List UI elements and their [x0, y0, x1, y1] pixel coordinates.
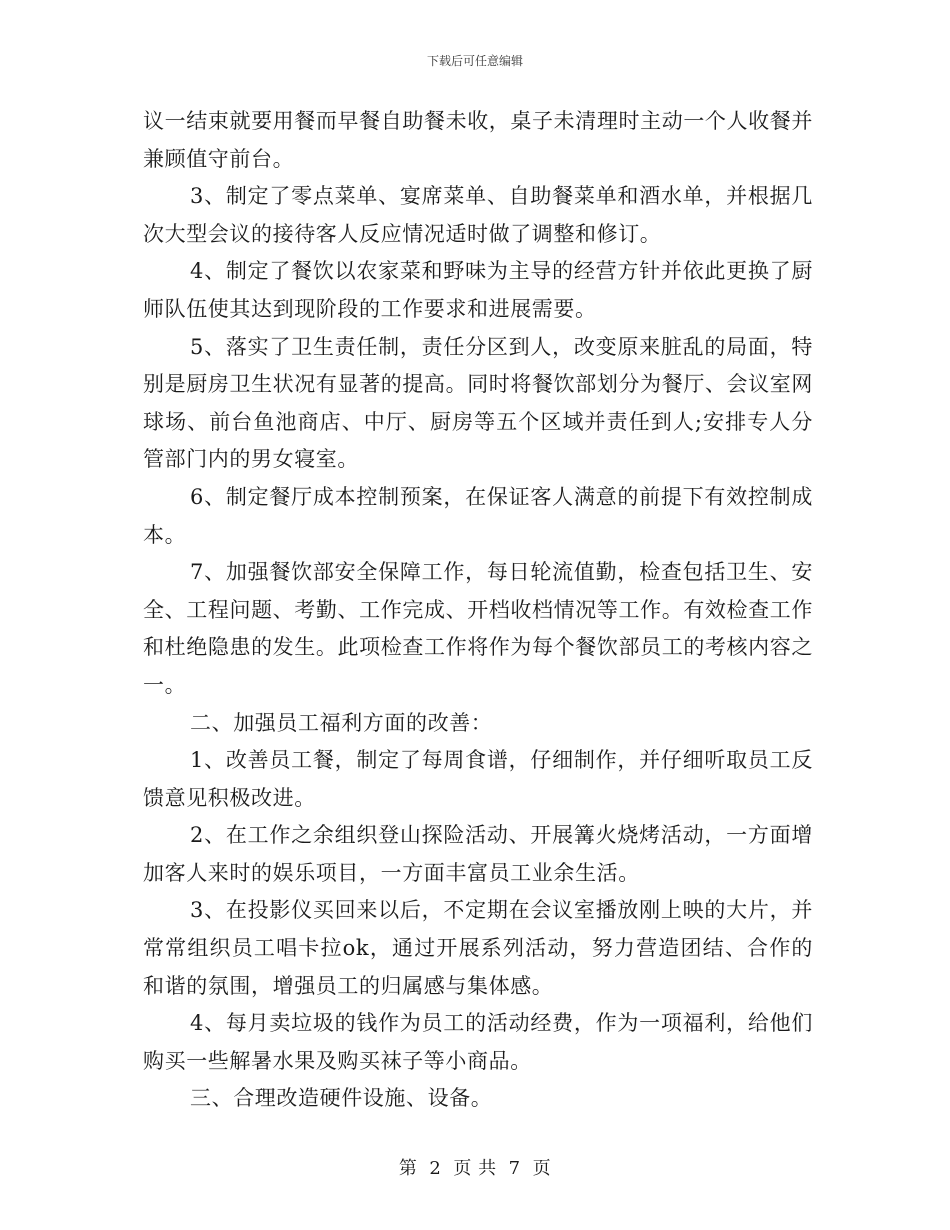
page-footer [0, 1154, 950, 1180]
document-body [143, 103, 813, 1118]
footer-prefix: 第 [398, 1158, 418, 1179]
paragraph: 7、加强餐饮部安全保障工作，每日轮流值勤，检查包括卫生、安全、工程问题、考勤、工作完成、开档收档情况等工作。有效检查工作和杜绝隐患的发生。此项检查工作将作为每个餐饮部员工的考核内容之一。 [143, 560, 813, 697]
paragraph: 4、制定了餐饮以农家菜和野味为主导的经营方针并依此更换了厨师队伍使其达到现阶段的工作要求和进展需要。 [143, 259, 813, 321]
section-heading: 三、合理改造硬件设施、设备。 [190, 1086, 493, 1111]
section-heading: 二、加强员工福利方面的改善： [190, 710, 493, 735]
paragraph: 3、在投影仪买回来以后，不定期在会议室播放刚上映的大片，并常常组织员工唱卡拉ok，通过开展系列活动，努力营造团结、合作的和谐的氛围，增强员工的归属感与集体感。 [143, 898, 813, 998]
paragraph: 3、制定了零点菜单、宴席菜单、自助餐菜单和酒水单，并根据几次大型会议的接待客人反应情况适时做了调整和修订。 [143, 184, 813, 246]
paragraph: 4、每月卖垃圾的钱作为员工的活动经费，作为一项福利，给他们购买一些解暑水果及购买袜子等小商品。 [143, 1011, 813, 1073]
paragraph: 1、改善员工餐，制定了每周食谱，仔细制作，并仔细听取员工反馈意见积极改进。 [143, 748, 813, 810]
paragraph: 6、制定餐厅成本控制预案，在保证客人满意的前提下有效控制成本。 [143, 484, 813, 547]
paragraph: 5、落实了卫生责任制，责任分区到人，改变原来脏乱的局面，特别是厨房卫生状况有显著的提高。同时将餐饮部划分为餐厅、会议室网球场、前台鱼池商店、中厅、厨房等五个区域并责任到人;安排专人分管部门内的男女寝室。 [143, 334, 813, 472]
page-header: 下载后可任意编辑 [426, 54, 523, 68]
paragraph: 议一结束就要用餐而早餐自助餐未收，桌子未清理时主动一个人收餐并兼顾值守前台。 [143, 109, 813, 171]
paragraph: 2、在工作之余组织登山探险活动、开展篝火烧烤活动，一方面增加客人来时的娱乐项目，一方面丰富员工业余生活。 [143, 823, 813, 885]
total-pages: 7 [508, 1158, 521, 1179]
footer-middle: 页 共 [453, 1158, 497, 1179]
footer-suffix: 页 [532, 1158, 552, 1179]
page-number: 2 [429, 1158, 442, 1179]
